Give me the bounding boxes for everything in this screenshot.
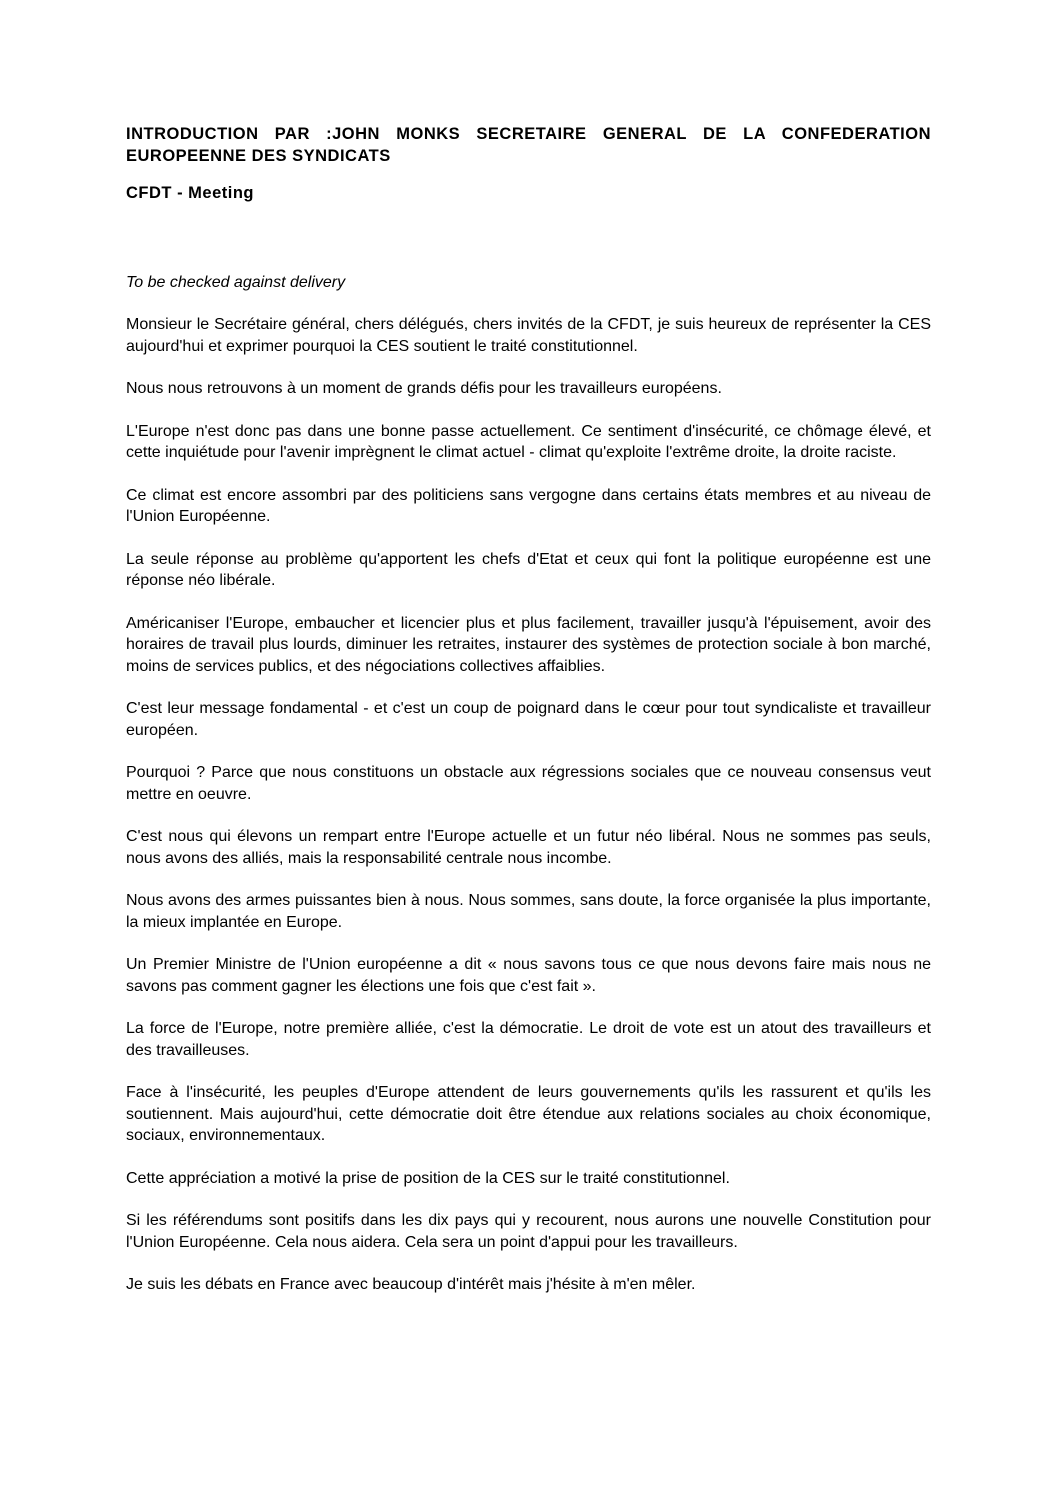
- paragraph: Monsieur le Secrétaire général, chers délégués, chers invités de la CFDT, je suis heureux de représenter la CES aujourd'hui et exprimer pourquoi la CES soutient le traité constitutionnel.: [126, 316, 931, 355]
- paragraph: La seule réponse au problème qu'apportent les chefs d'Etat et ceux qui font la politique européenne est une réponse néo libérale.: [126, 550, 931, 589]
- document-subtitle: CFDT - Meeting: [126, 184, 254, 202]
- paragraph: Nous avons des armes puissantes bien à nous. Nous sommes, sans doute, la force organisée la plus importante, la mieux implantée en Europe.: [126, 892, 931, 931]
- paragraph: Américaniser l'Europe, embaucher et licencier plus et plus facilement, travailler jusqu'à l'épuisement, avoir des horaires de travail plus lourds, diminuer les retraites, instaurer des systèmes de protection sociale à bon marché, moins de services publics, et des négociations collectives affaiblies.: [126, 614, 931, 675]
- paragraph: C'est leur message fondamental - et c'est un coup de poignard dans le cœur pour tout syndicaliste et travailleur européen.: [126, 700, 931, 739]
- paragraph: Pourquoi ? Parce que nous constituons un obstacle aux régressions sociales que ce nouveau consensus veut mettre en oeuvre.: [126, 764, 931, 803]
- paragraph: C'est nous qui élevons un rempart entre l'Europe actuelle et un futur néo libéral. Nous ne sommes pas seuls, nous avons des alliés, mais la responsabilité centrale nous incombe.: [126, 828, 931, 867]
- document-body: [126, 314, 931, 1296]
- paragraph: Nous nous retrouvons à un moment de grands défis pour les travailleurs européens.: [126, 380, 722, 397]
- paragraph: Je suis les débats en France avec beaucoup d'intérêt mais j'hésite à m'en mêler.: [126, 1276, 696, 1293]
- delivery-note: To be checked against delivery: [126, 273, 346, 291]
- paragraph: Cette appréciation a motivé la prise de position de la CES sur le traité constitutionnel.: [126, 1169, 730, 1187]
- paragraph: Ce climat est encore assombri par des politiciens sans vergogne dans certains états membres et au niveau de l'Union Européenne.: [126, 486, 931, 525]
- paragraph: La force de l'Europe, notre première alliée, c'est la démocratie. Le droit de vote est un atout des travailleurs et des travailleuses.: [126, 1020, 931, 1059]
- paragraph: L'Europe n'est donc pas dans une bonne passe actuellement. Ce sentiment d'insécurité, ce chômage élevé, et cette inquiétude pour l'avenir imprègnent le climat actuel - climat qu'exploite l'extrême droite, la droite raciste.: [126, 422, 931, 461]
- document-title: INTRODUCTION PAR :JOHN MONKS SECRETAIRE GENERAL DE LA CONFEDERATION EUROPEENNE DES SYNDICATS: [126, 125, 931, 165]
- paragraph: Un Premier Ministre de l'Union européenne a dit « nous savons tous ce que nous devons faire mais nous ne savons pas comment gagner les élections une fois que c'est fait ».: [126, 956, 931, 995]
- paragraph: Si les référendums sont positifs dans les dix pays qui y recourent, nous aurons une nouvelle Constitution pour l'Union Européenne. Cela nous aidera. Cela sera un point d'appui pour les travailleurs.: [126, 1212, 931, 1251]
- paragraph: Face à l'insécurité, les peuples d'Europe attendent de leurs gouvernements qu'ils les rassurent et qu'ils les soutiennent. Mais aujourd'hui, cette démocratie doit être étendue aux relations sociales au choix économique, sociaux, environnementaux.: [126, 1084, 931, 1144]
